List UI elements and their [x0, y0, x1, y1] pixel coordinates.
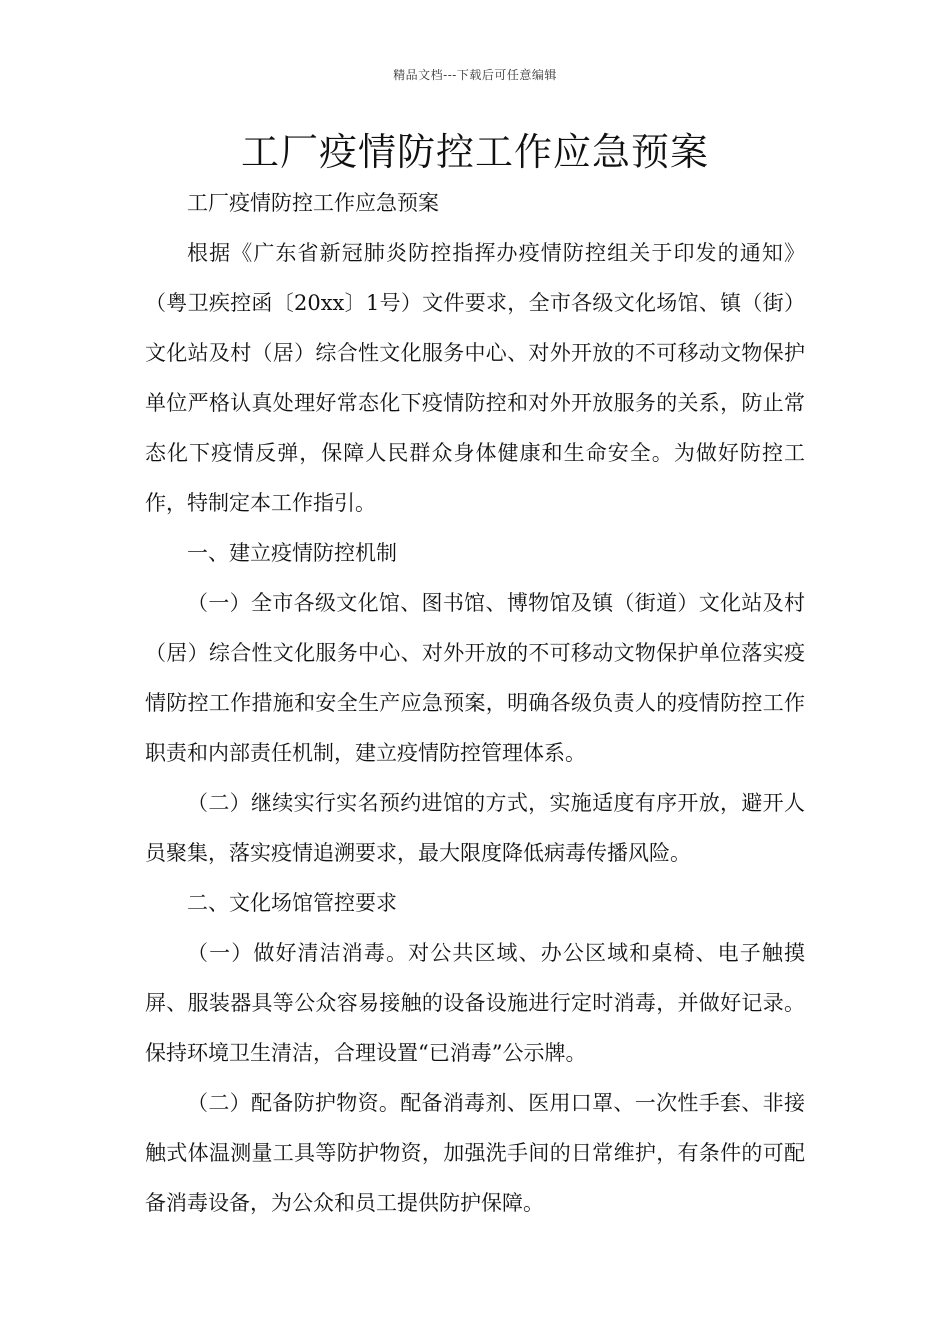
paragraph-1-1: （一）全市各级文化馆、图书馆、博物馆及镇（街道）文化站及村（居）综合性文化服务中心、对外开放的不可移动文物保护单位落实疫情防控工作措施和安全生产应急预案，明确各级负责人的疫情防控工作职责和内部责任机制，建立疫情防控管理体系。: [145, 591, 805, 765]
document-body: [145, 178, 805, 1228]
paragraph-subtitle: 工厂疫情防控工作应急预案: [187, 191, 439, 215]
paragraph-1-2: （二）继续实行实名预约进馆的方式，实施适度有序开放，避开人员聚集，落实疫情追溯要求，最大限度降低病毒传播风险。: [145, 791, 805, 865]
document-title: 工厂疫情防控工作应急预案: [240, 130, 709, 174]
section-heading-2: 二、文化场馆管控要求: [187, 891, 397, 915]
paragraph-2-1: （一）做好清洁消毒。对公共区域、办公区域和桌椅、电子触摸屏、服装器具等公众容易接触的设备设施进行定时消毒，并做好记录。保持环境卫生清洁，合理设置“已消毒”公示牌。: [145, 941, 805, 1065]
header-note: 精品文档---下载后可任意编辑: [393, 68, 557, 82]
paragraph-intro: 根据《广东省新冠肺炎防控指挥办疫情防控组关于印发的通知》（粤卫疾控函〔20xx〕1号）文件要求，全市各级文化场馆、镇（街）文化站及村（居）综合性文化服务中心、对外开放的不可移动文物保护单位严格认真处理好常态化下疫情防控和对外开放服务的关系，防止常态化下疫情反弹，保障人民群众身体健康和生命安全。为做好防控工作，特制定本工作指引。: [145, 241, 805, 515]
section-heading-1: 一、建立疫情防控机制: [187, 541, 397, 565]
paragraph-2-2: （二）配备防护物资。配备消毒剂、医用口罩、一次性手套、非接触式体温测量工具等防护物资，加强洗手间的日常维护，有条件的可配备消毒设备，为公众和员工提供防护保障。: [145, 1091, 805, 1215]
